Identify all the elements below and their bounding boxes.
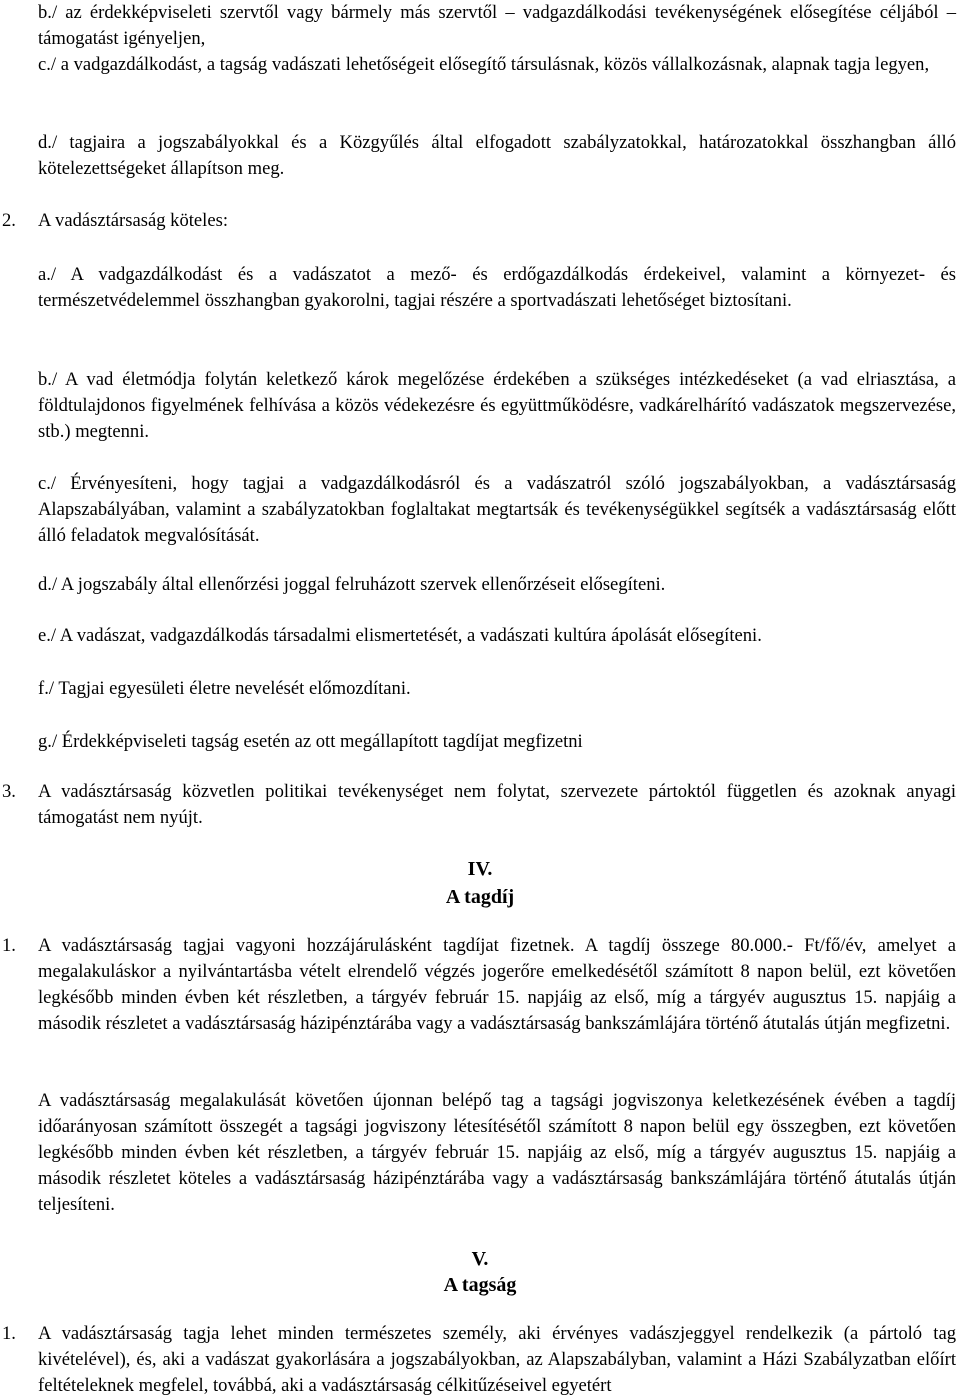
paragraph-authority-b: b./ az érdekképviseleti szervtől vagy bármely más szervtől – vadgazdálkodási tevékenységének elősegítése céljából – támogatást igényeljen, bbox=[38, 2, 956, 49]
paragraph-authority-d: d./ tagjaira a jogszabályokkal és a Közgyűlés által elfogadott szabályzatokkal, határozatokkal összhangban álló kötelezettségeket állapítson meg. bbox=[38, 132, 956, 179]
chapter-iv-title: A tagdíj bbox=[445, 886, 515, 908]
duties-title: A vadásztársaság köteles: bbox=[38, 210, 229, 231]
paragraph-authority-c: c./ a vadgazdálkodást, a tagság vadászati lehetőségeit elősegítő társulásnak, közös vállalkozásnak, alapnak tagja legyen, bbox=[38, 54, 930, 75]
chapter-iv-numeral: IV. bbox=[467, 858, 493, 880]
duties-heading bbox=[2, 208, 956, 234]
duties-number: 2. bbox=[2, 210, 16, 231]
membership-paragraph-number: 1. bbox=[2, 1323, 16, 1344]
chapter-v-numeral: V. bbox=[471, 1248, 489, 1270]
politics-number: 3. bbox=[2, 781, 16, 802]
fee-paragraph-number: 1. bbox=[2, 935, 16, 956]
membership-fee-paragraph-2: A vadásztársaság megalakulását követően újonnan belépő tag a tagsági jogviszonya keletkezésének évében a tagdíj időarányosan számított összegét a tagsági jogviszony létesítésétől számított 8 napon belül egy összegben, ezt követően legkésőbb minden évben két részletben, a tárgyév február 15. napjáig az első, míg a tárgyév augusztus 15. napjáig a második részletet köteles a vadásztársaság házipénztárába vagy a vadásztársaság bankszámlájára történő átutalás útján teljesíteni. bbox=[38, 1090, 956, 1215]
fee-paragraph-text: A vadásztársaság tagjai vagyoni hozzájárulásként tagdíjat fizetnek. A tagdíj összege 80.000.- Ft/fő/év, amelyet a megalakuláskor a nyilvántartásba vételt elrendelő végzés jogerőre emelkedésétől számított 8 napon belül, ezt követően legkésőbb minden évben két részletben, a tárgyév február 15. napjáig az első, míg a tárgyév augusztus 15. napjáig a második részletet a vadásztársaság házipénztárába vagy a vadásztársaság bankszámlájára történő átutalás útján megfizetni. bbox=[38, 935, 956, 1034]
duty-item-a: a./ A vadgazdálkodást és a vadászatot a mező- és erdőgazdálkodás érdekeivel, valamint a környezet- és természetvédelemmel összhangban gyakorolni, tagjai részére a sportvadászati lehetőséget biztosítani. bbox=[38, 264, 956, 311]
duty-item-b: b./ A vad életmódja folytán keletkező károk megelőzése érdekében a szükséges intézkedéseket (a vad elriasztása, a földtulajdonos figyelmének felhívása a közös védekezésre és együttműködésre, vadkárelhárító vadászatok megszervezése, stb.) megtenni. bbox=[38, 369, 956, 442]
chapter-v-title: A tagság bbox=[443, 1274, 517, 1296]
membership-paragraph-1 bbox=[2, 1321, 956, 1399]
membership-fee-paragraph-1 bbox=[2, 933, 956, 1037]
politics-section bbox=[2, 779, 956, 831]
duty-item-c: c./ Érvényesíteni, hogy tagjai a vadgazdálkodásról és a vadászatról szóló jogszabályokban, a vadásztársaság Alapszabályában, valamint a szabályzatokban foglaltakat megtartsák és tevékenységükkel segítsék a vadásztársaság előtt álló feladatok megvalósítását. bbox=[38, 473, 956, 546]
duty-item-g: g./ Érdekképviseleti tagság esetén az ott megállapított tagdíjat megfizetni bbox=[38, 731, 583, 752]
duty-item-f: f./ Tagjai egyesületi életre nevelését előmozdítani. bbox=[38, 678, 411, 699]
politics-text: A vadásztársaság közvetlen politikai tevékenységet nem folytat, szervezete pártoktól független és azoknak anyagi támogatást nem nyújt. bbox=[38, 781, 956, 828]
duty-item-d: d./ A jogszabály által ellenőrzési joggal felruházott szervek ellenőrzéseit elősegíteni. bbox=[38, 574, 666, 595]
duty-item-e: e./ A vadászat, vadgazdálkodás társadalmi elismertetését, a vadászati kultúra ápolását elősegíteni. bbox=[38, 625, 762, 646]
membership-paragraph-text: A vadásztársaság tagja lehet minden természetes személy, aki érvényes vadászjeggyel rendelkezik (a pártoló tag kivételével), és, aki a vadászat gyakorlására a jogszabályokban, az Alapszabályban, valamint a Házi Szabályzatban előírt feltételeknek megfelel, továbbá, aki a vadásztársaság célkitűzéseivel egyetért bbox=[38, 1323, 956, 1396]
